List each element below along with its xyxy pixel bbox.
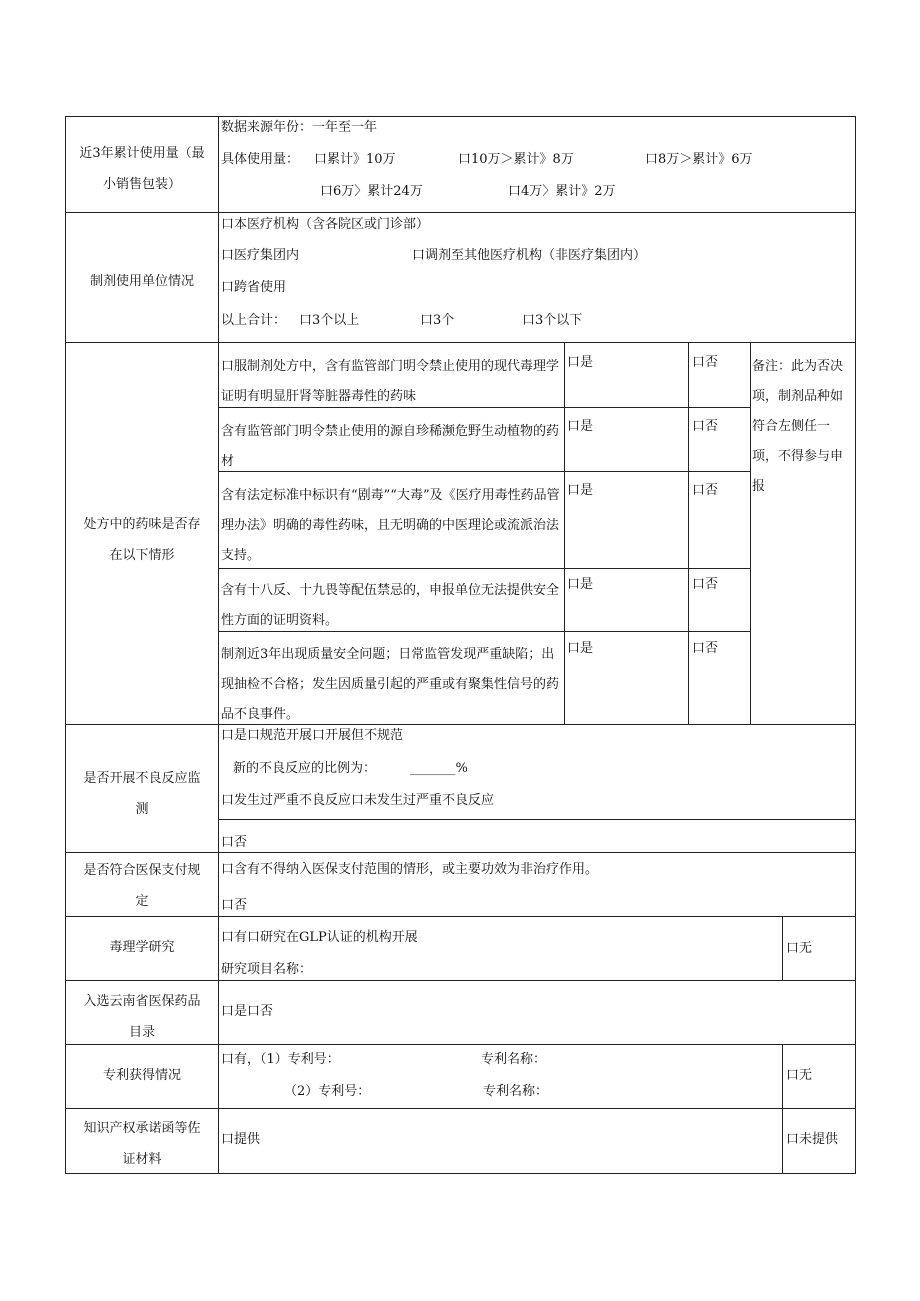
insurance-label-line2: 定 (135, 894, 149, 909)
catalog-options[interactable]: 口是口否 (221, 1004, 274, 1019)
patent-name-2[interactable]: 专利名称： (483, 1084, 549, 1099)
prescription-yes-checkbox[interactable]: 口是 (567, 641, 594, 656)
row-divider (65, 212, 856, 213)
prescription-no-checkbox[interactable]: 口否 (692, 641, 719, 656)
units-total-under-3[interactable]: 口3个以下 (522, 313, 583, 328)
patent-number-1[interactable]: 口有，（1）专利号： (221, 1052, 340, 1067)
patent-number-2[interactable]: （2）专利号： (284, 1084, 371, 1099)
source-year: 数据来源年份：一年至一年 (221, 120, 378, 135)
prescription-item: 含有十八反、十九畏等配伍禁忌的，申报单位无法提供安全性方面的证明资料。 (221, 583, 560, 628)
units-option-transfer[interactable]: 口调剂至其他医疗机构（非医疗集团内） (412, 248, 647, 263)
units-option-group[interactable]: 口医疗集团内 (221, 248, 300, 263)
toxicology-label: 毒理学研究 (109, 940, 175, 955)
patent-name-1[interactable]: 专利名称： (481, 1052, 547, 1067)
prescription-yes-checkbox[interactable]: 口是 (567, 355, 594, 370)
prescription-no-checkbox[interactable]: 口否 (692, 419, 719, 434)
usage-label-line2: 小销售包装） (102, 177, 181, 192)
insurance-label (66, 855, 218, 917)
prescription-label-line1: 处方中的药味是否存 (83, 517, 201, 532)
usage-label-line1: 近3年累计使用量（最 (79, 146, 205, 161)
units-option-cross-province[interactable]: 口跨省使用 (221, 280, 287, 295)
prescription-no-checkbox[interactable]: 口否 (692, 483, 719, 498)
prescription-yes-checkbox[interactable]: 口是 (567, 483, 594, 498)
catalog-label-line1: 入选云南省医保药品 (83, 994, 201, 1009)
toxicology-none-checkbox[interactable]: 口无 (786, 941, 813, 956)
units-total-3[interactable]: 口3个 (420, 313, 455, 328)
adr-yes-options[interactable]: 口是口规范开展口开展但不规范 (221, 728, 404, 743)
catalog-label (66, 986, 218, 1048)
yes-column-divider (564, 342, 565, 724)
usage-detail-prefix: 具体使用量： (221, 152, 300, 167)
usage-label (66, 138, 218, 200)
units-total-prefix: 以上合计： (221, 313, 287, 328)
toxicology-project-name: 研究项目名称： (221, 962, 313, 977)
no-column-divider (688, 342, 689, 724)
ip-label-line2: 证材料 (122, 1152, 162, 1167)
usage-option-8w-10w[interactable]: 口10万＞累计》8万 (458, 152, 574, 167)
row-divider (65, 852, 856, 853)
prescription-note: 备注：此为否决项，制剂品种如符合左侧任一项，不得参与申报 (752, 359, 844, 494)
toxicology-options[interactable]: 口有口研究在GLP认证的机构开展 (221, 930, 418, 945)
prescription-no-checkbox[interactable]: 口否 (692, 577, 719, 592)
patent-label: 专利获得情况 (102, 1068, 181, 1083)
usage-option-4w-6w[interactable]: 口6万〉累计24万 (320, 184, 423, 199)
usage-option-2w-4w[interactable]: 口4万〉累计》2万 (508, 184, 616, 199)
prescription-item: 制剂近3年出现质量安全问题；日常监管发现严重缺陷；出现抽检不合格；发生因质量引起的严重或有聚集性信号的药品不良事件。 (221, 647, 560, 722)
patent-none-checkbox[interactable]: 口无 (786, 1068, 813, 1083)
row-divider (65, 342, 856, 343)
prescription-item: 含有法定标准中标识有“剧毒”“大毒”及《医疗用毒性药品管理办法》明确的毒性药味，且无明确的中医理论或流派治法支持。 (221, 488, 560, 563)
adr-ratio-input[interactable]: _______% (410, 761, 468, 776)
patent-none-divider (782, 1044, 783, 1174)
units-option-own[interactable]: 口本医疗机构（含各院区或门诊部） (221, 217, 430, 232)
ip-provided-checkbox[interactable]: 口提供 (221, 1132, 261, 1147)
note-column-divider (750, 342, 751, 724)
prescription-yes-checkbox[interactable]: 口是 (567, 577, 594, 592)
table-border-top (65, 116, 856, 117)
ip-not-provided-checkbox[interactable]: 口未提供 (786, 1132, 839, 1147)
row-divider (65, 980, 856, 981)
usage-option-over-10w[interactable]: 口累计》10万 (314, 152, 396, 167)
prescription-item: 含有监管部门明令禁止使用的源自珍稀濒危野生动植物的药材 (221, 424, 560, 469)
adr-ratio-label: 新的不良反应的比例为： (233, 761, 377, 776)
insurance-no-checkbox[interactable]: 口否 (221, 898, 248, 913)
row-divider (65, 1108, 856, 1109)
catalog-label-line2: 目录 (128, 1025, 155, 1040)
adr-label-line2: 测 (135, 802, 149, 817)
label-column-divider (218, 116, 219, 1174)
prescription-label-line2: 在以下情形 (109, 548, 175, 563)
ip-label (66, 1113, 218, 1175)
adr-serious-options[interactable]: 口发生过严重不良反应口未发生过严重不良反应 (221, 793, 495, 808)
table-border-right (855, 116, 856, 1174)
adr-label (66, 763, 218, 825)
toxicology-none-divider (782, 916, 783, 980)
prescription-no-checkbox[interactable]: 口否 (692, 355, 719, 370)
prescription-yes-checkbox[interactable]: 口是 (567, 419, 594, 434)
units-total-over-3[interactable]: 口3个以上 (299, 313, 360, 328)
row-divider (218, 819, 856, 820)
prescription-label (66, 509, 218, 571)
prescription-item: 口服制剂处方中，含有监管部门明令禁止使用的现代毒理学证明有明显肝肾等脏器毒性的药味 (221, 359, 560, 404)
usage-option-6w-8w[interactable]: 口8万＞累计》6万 (645, 152, 753, 167)
adr-no-checkbox[interactable]: 口否 (221, 835, 248, 850)
adr-label-line1: 是否开展不良反应监 (83, 771, 201, 786)
insurance-exclusion-checkbox[interactable]: 口含有不得纳入医保支付范围的情形，或主要功效为非治疗作用。 (221, 862, 599, 877)
ip-label-line1: 知识产权承诺函等佐 (83, 1121, 201, 1136)
insurance-label-line1: 是否符合医保支付规 (83, 863, 201, 878)
units-label: 制剂使用单位情况 (89, 274, 194, 289)
